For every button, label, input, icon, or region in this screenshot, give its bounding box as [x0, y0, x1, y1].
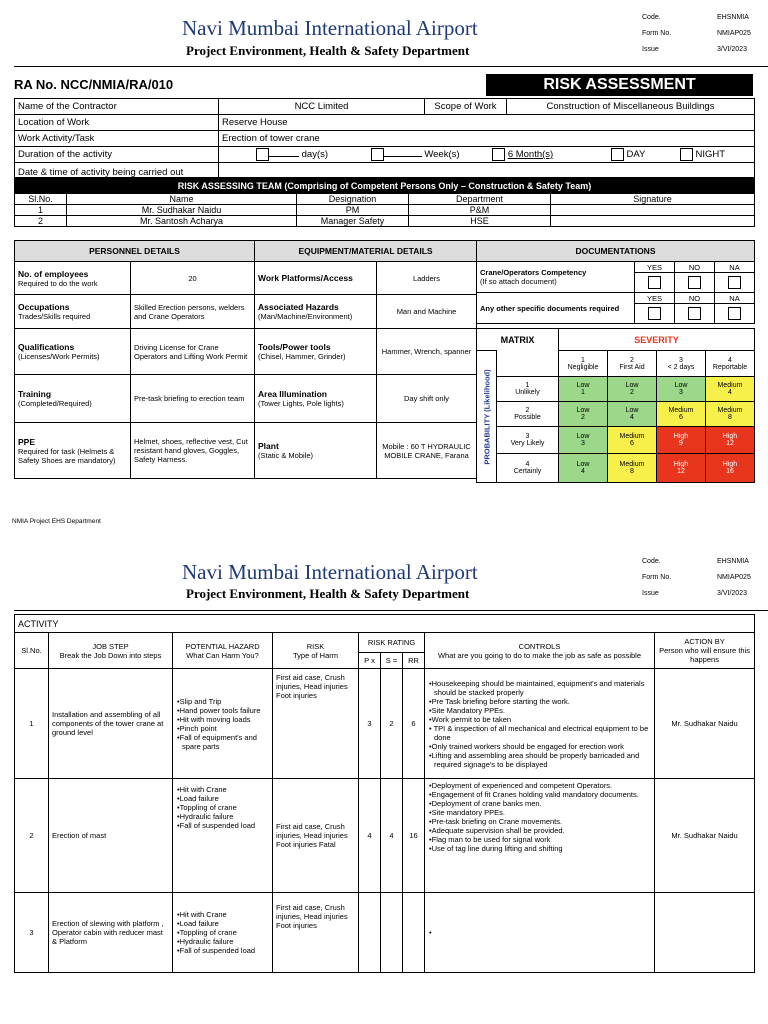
plant-label: Plant: [258, 441, 279, 451]
matrix-cell: Low 3: [559, 427, 608, 454]
matrix-cell: High 12: [706, 427, 755, 454]
contractor-label: Name of the Contractor: [15, 99, 219, 115]
header-rule: [14, 610, 768, 611]
risk-assessment-heading: RISK ASSESSMENT: [486, 74, 753, 96]
ppe-label: PPE: [18, 436, 36, 447]
no-label: NO: [675, 262, 715, 273]
row-step: Erection of mast: [49, 779, 173, 893]
row-step: Installation and assembling of all components of the tower crane at ground level: [49, 669, 173, 779]
illumination-sub: (Tower Lights, Pole lights): [258, 399, 344, 408]
matrix-cell: Low 2: [608, 377, 657, 402]
details-table: [14, 240, 477, 479]
row-action: [655, 893, 755, 973]
contractor-value: NCC Limited: [219, 99, 425, 115]
row-rr: [403, 893, 425, 973]
night-checkbox[interactable]: [680, 148, 693, 161]
row-slno: 2: [15, 779, 49, 893]
matrix-severity: SEVERITY: [559, 329, 755, 351]
severity-col: 4 Reportable: [706, 351, 755, 377]
crane-doc-no-checkbox[interactable]: [688, 276, 701, 289]
meta-value: EHSNMIA: [717, 14, 749, 21]
tools-label: Tools/Power tools: [258, 342, 331, 352]
night-label: NIGHT: [695, 149, 726, 161]
team-department: HSE: [409, 216, 551, 227]
team-signature[interactable]: [551, 216, 755, 227]
crane-doc-label: Crane/Operators Competency: [480, 268, 587, 277]
team-col-signature: Signature: [551, 194, 755, 205]
meta-value: EHSNMIA: [717, 558, 749, 565]
meta-label: Issue: [642, 590, 659, 597]
months-label: 6 Month(s): [507, 149, 554, 161]
weeks-label: Week(s): [424, 149, 460, 161]
meta-label: Code.: [642, 14, 661, 21]
documentation-head: DOCUMENTATIONS: [477, 241, 755, 262]
illumination-label: Area Illumination: [258, 389, 327, 399]
row-hazards: •Hit with Crane •Load failure •Toppling of crane •Hydraulic failure •Fall of suspended load: [173, 893, 273, 973]
activity-table: [14, 614, 755, 973]
employees-sub: Required to do the work: [18, 278, 98, 288]
activity-label: Work Activity/Task: [15, 131, 219, 147]
row-rr: 6: [403, 669, 425, 779]
matrix-cell: Medium 6: [608, 427, 657, 454]
meta-value: 3/VI/2023: [717, 46, 747, 53]
months-checkbox[interactable]: [492, 148, 505, 161]
header-meta: [642, 554, 751, 602]
severity-col: 3 < 2 days: [657, 351, 706, 377]
row-action: Mr. Sudhakar Naidu: [655, 779, 755, 893]
occupations-label: Occupations: [18, 302, 70, 312]
platforms-label: Work Platforms/Access: [255, 262, 377, 295]
matrix-cell: Medium 4: [706, 377, 755, 402]
location-value: Reserve House: [219, 115, 755, 131]
tools-sub: (Chisel, Hammer, Grinder): [258, 352, 346, 361]
employees-label: No. of employees: [18, 268, 89, 279]
risk-matrix: [476, 328, 755, 483]
severity-col: 1 Negligible: [559, 351, 608, 377]
row-risk: First aid case, Crush injuries, Head injuries Foot injuries: [273, 669, 359, 779]
row-step: Erection of slewing with platform , Operator cabin with reducer mast & Platform: [49, 893, 173, 973]
team-department: P&M: [409, 205, 551, 216]
team-heading: RISK ASSESSING TEAM (Comprising of Competent Persons Only – Construction & Safety Team): [15, 178, 755, 194]
col-hazard: POTENTIAL HAZARD What Can Harm You?: [173, 633, 273, 669]
team-designation: Manager Safety: [297, 216, 409, 227]
employees-value: 20: [131, 262, 255, 295]
hazards-label: Associated Hazards: [258, 302, 339, 312]
crane-doc-sub: (If so attach document): [480, 277, 557, 286]
crane-doc-yes-checkbox[interactable]: [648, 276, 661, 289]
probability-label: PROBABILITY (Likelihood): [482, 368, 491, 465]
matrix-cell: Low 3: [657, 377, 706, 402]
team-col-name: Name: [67, 194, 297, 205]
footer-text: NMIA Project EHS Department: [12, 518, 101, 525]
team-col-designation: Designation: [297, 194, 409, 205]
na-label: NA: [715, 293, 755, 304]
ppe-sub: Required for task (Helmets & Safety Shoes are mandatory): [18, 446, 116, 465]
probability-row: 4 Certainly: [497, 454, 559, 483]
col-action: ACTION BY Person who will ensure this happens: [655, 633, 755, 669]
row-p: 4: [359, 779, 381, 893]
row-s: [381, 893, 403, 973]
other-doc-no-checkbox[interactable]: [688, 307, 701, 320]
team-col-department: Department: [409, 194, 551, 205]
activity-value: Erection of tower crane: [219, 131, 755, 147]
meta-value: NMIAP025: [717, 30, 751, 37]
qualifications-sub: (Licenses/Work Permits): [18, 352, 100, 361]
occupations-sub: Trades/Skills required: [18, 312, 91, 321]
col-jobstep: JOB STEP Break the Job Down into steps: [49, 633, 173, 669]
platforms-value: Ladders: [377, 262, 477, 295]
no-label: NO: [675, 293, 715, 304]
matrix-cell: High 16: [706, 454, 755, 483]
team-slno: 2: [15, 216, 67, 227]
other-doc-yes-checkbox[interactable]: [648, 307, 661, 320]
training-sub: (Completed/Required): [18, 399, 92, 408]
header-rule: [14, 66, 768, 67]
row-risk: First aid case, Crush injuries, Head injuries Foot injuries: [273, 893, 359, 973]
training-label: Training: [18, 389, 52, 399]
matrix-cell: Low 1: [559, 377, 608, 402]
col-p: P x: [359, 653, 381, 669]
col-s: S =: [381, 653, 403, 669]
scope-label: Scope of Work: [425, 99, 507, 115]
hazards-sub: (Man/Machine/Environment): [258, 312, 353, 321]
table-row: [15, 669, 755, 779]
other-doc-na-checkbox[interactable]: [728, 307, 741, 320]
header-subtitle: Project Environment, Health & Safety Department: [186, 43, 470, 58]
probability-row: 2 Possible: [497, 402, 559, 427]
days-label: day(s): [301, 149, 329, 161]
header-title: Navi Mumbai International Airport: [182, 16, 478, 40]
row-p: [359, 893, 381, 973]
row-slno: 1: [15, 669, 49, 779]
row-rr: 16: [403, 779, 425, 893]
tools-value: Hammer, Wrench, spanner: [377, 329, 477, 375]
matrix-cell: Low 2: [559, 402, 608, 427]
col-slno: Sl.No.: [15, 633, 49, 669]
table-row: [15, 216, 755, 227]
row-s: 2: [381, 669, 403, 779]
other-doc-label: Any other specific documents required: [477, 293, 635, 324]
row-slno: 3: [15, 893, 49, 973]
row-hazards: •Slip and Trip •Hand power tools failure •Hit with moving loads •Pinch point •Fall of equipment's and spare parts: [173, 669, 273, 779]
documentation-table: [476, 240, 755, 324]
na-label: NA: [715, 262, 755, 273]
matrix-cell: Low 4: [608, 402, 657, 427]
table-row: [15, 779, 755, 893]
row-controls: •Deployment of experienced and competent Operators. •Engagement of fit Cranes holding valid mandatory documents. •Deployment of crane banks men. •Site mandatory PPEs. •Pre-task briefing on Crane movements. •Adequate supervision shall be provided. •Flag man to be used for signal work •Use of tag line during lifting and shifting: [425, 779, 655, 893]
team-name: Mr. Santosh Acharya: [67, 216, 297, 227]
meta-value: 3/VI/2023: [717, 590, 747, 597]
crane-doc-na-checkbox[interactable]: [728, 276, 741, 289]
col-controls: CONTROLS What are you going to do to make the job as safe as possible: [425, 633, 655, 669]
row-controls: •: [425, 893, 655, 973]
weeks-checkbox[interactable]: [371, 148, 384, 161]
meta-value: NMIAP025: [717, 574, 751, 581]
plant-value: Mobile : 60 T HYDRAULIC MOBILE CRANE, Farana: [377, 423, 477, 479]
header-title: Navi Mumbai International Airport: [182, 560, 478, 584]
activity-heading: ACTIVITY: [15, 615, 755, 633]
team-designation: PM: [297, 205, 409, 216]
equipment-head: EQUIPMENT/MATERIAL DETAILS: [255, 241, 477, 262]
illumination-value: Day shift only: [377, 375, 477, 423]
col-rr: RR: [403, 653, 425, 669]
ra-number: RA No. NCC/NMIA/RA/010: [14, 77, 174, 92]
matrix-cell: Low 4: [559, 454, 608, 483]
row-hazards: •Hit with Crane •Load failure •Toppling of crane •Hydraulic failure •Fall of suspended load: [173, 779, 273, 893]
row-risk: First aid case, Crush injuries, Head injuries Foot injuries Fatal: [273, 779, 359, 893]
general-info-table: [14, 98, 755, 182]
probability-row: 3 Very Likely: [497, 427, 559, 454]
header-meta: [642, 10, 751, 58]
meta-label: Form No.: [642, 30, 672, 37]
row-s: 4: [381, 779, 403, 893]
days-checkbox[interactable]: [256, 148, 269, 161]
meta-label: Code.: [642, 558, 661, 565]
scope-value: Construction of Miscellaneous Buildings: [507, 99, 755, 115]
matrix-cell: Medium 6: [657, 402, 706, 427]
header-subtitle: Project Environment, Health & Safety Department: [186, 586, 470, 601]
table-row: [15, 893, 755, 973]
qualifications-label: Qualifications: [18, 342, 75, 352]
team-col-slno: Sl.No.: [15, 194, 67, 205]
row-action: Mr. Sudhakar Naidu: [655, 669, 755, 779]
probability-axis: [477, 351, 497, 483]
location-label: Location of Work: [15, 115, 219, 131]
table-row: [15, 205, 755, 216]
duration-label: Duration of the activity: [15, 147, 219, 163]
col-risk: RISK Type of Harm: [273, 633, 359, 669]
matrix-cell: Medium 8: [608, 454, 657, 483]
meta-label: Form No.: [642, 574, 672, 581]
hazards-value: Man and Machine: [377, 295, 477, 329]
row-p: 3: [359, 669, 381, 779]
severity-col: 2 First Aid: [608, 351, 657, 377]
team-table: [14, 177, 755, 227]
team-name: Mr. Sudhakar Naidu: [67, 205, 297, 216]
probability-row: 1 Unlikely: [497, 377, 559, 402]
training-value: Pre-task briefing to erection team: [131, 375, 255, 423]
team-slno: 1: [15, 205, 67, 216]
occupations-value: Skilled Erection persons, welders and Crane Operators: [131, 295, 255, 329]
page-2: [0, 548, 768, 1024]
team-signature[interactable]: [551, 205, 755, 216]
matrix-title: MATRIX: [477, 329, 559, 351]
qualifications-value: Driving License for Crane Operators and Lifting Work Permit: [131, 329, 255, 375]
meta-label: Issue: [642, 46, 659, 53]
col-rating: RISK RATING: [359, 633, 425, 653]
row-controls: •Housekeeping should be maintained, equipment's and materials should be stacked properly •Pre Task briefing before starting the work. •Site Mandatory PPEs. •Work permit to be taken • TPI & inspection of all mechanical and electrical equipment to be done •Only trained workers should be engaged for erection work •Lifting and assembling area should be properly barricaded and required signage's to be displayed: [425, 669, 655, 779]
yes-label: YES: [635, 262, 675, 273]
datetime-label: Date & time of activity being carried out: [15, 163, 219, 182]
day-label: DAY: [626, 149, 646, 161]
matrix-cell: High 12: [657, 454, 706, 483]
plant-sub: (Static & Mobile): [258, 451, 314, 460]
yes-label: YES: [635, 293, 675, 304]
ppe-value: Helmet, shoes, reflective vest, Cut resistant hand gloves, Goggles, Safety Harness.: [131, 423, 255, 479]
day-checkbox[interactable]: [611, 148, 624, 161]
duration-options: [219, 147, 755, 163]
personnel-head: PERSONNEL DETAILS: [15, 241, 255, 262]
matrix-cell: Medium 8: [706, 402, 755, 427]
matrix-cell: High 9: [657, 427, 706, 454]
